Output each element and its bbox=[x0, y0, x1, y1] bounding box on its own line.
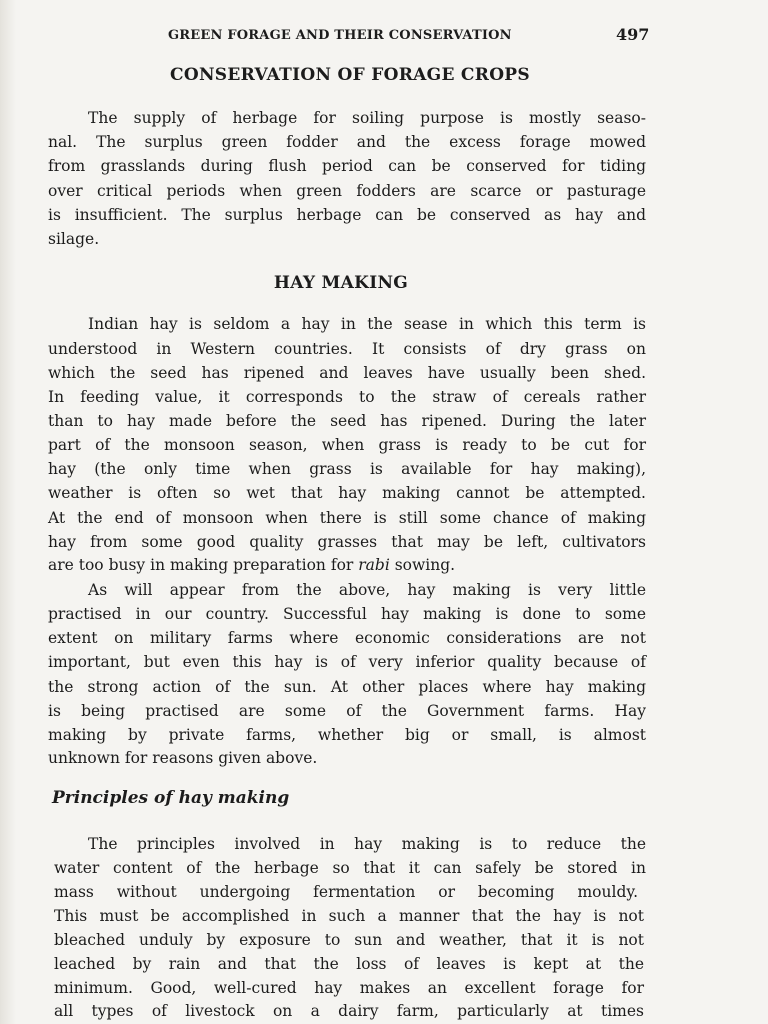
body-line: water content of the herbage so that it can safely be stored in bbox=[54, 859, 646, 877]
body-line: Indian hay is seldom a hay in the sease in which this term is bbox=[88, 315, 646, 333]
body-line: hay from some good quality grasses that may be left, cultivators bbox=[48, 533, 646, 551]
body-line: mass without undergoing fermentation or becoming mouldy. bbox=[54, 883, 638, 901]
body-line: hay (the only time when grass is available for hay making), bbox=[48, 460, 646, 478]
body-text: are too busy in making preparation for bbox=[48, 556, 359, 574]
body-line: This must be accomplished in such a manner that the hay is not bbox=[54, 907, 644, 925]
running-head: GREEN FORAGE AND THEIR CONSERVATION bbox=[168, 28, 512, 43]
body-line: practised in our country. Successful hay making is done to some bbox=[48, 605, 646, 623]
body-line: which the seed has ripened and leaves have usually been shed. bbox=[48, 364, 646, 382]
body-line: is insufficient. The surplus herbage can be conserved as hay and bbox=[48, 206, 646, 224]
body-line: understood in Western countries. It consists of dry grass on bbox=[48, 340, 646, 358]
section-heading-conservation: CONSERVATION OF FORAGE CROPS bbox=[170, 65, 530, 85]
body-line: bleached unduly by exposure to sun and weather, that it is not bbox=[54, 931, 644, 949]
body-line: all types of livestock on a dairy farm, particularly at times bbox=[54, 1002, 644, 1020]
body-line: In feeding value, it corresponds to the straw of cereals rather bbox=[48, 388, 646, 406]
body-line: The principles involved in hay making is to reduce the bbox=[88, 835, 646, 853]
body-text: sowing. bbox=[389, 556, 456, 574]
subsection-heading-principles: Principles of hay making bbox=[52, 788, 290, 808]
body-line: At the end of monsoon when there is still some chance of making bbox=[48, 509, 646, 527]
body-line: the strong action of the sun. At other places where hay making bbox=[48, 678, 646, 696]
body-line: making by private farms, whether big or small, is almost bbox=[48, 726, 646, 744]
body-line: part of the monsoon season, when grass is ready to be cut for bbox=[48, 436, 646, 454]
section-heading-hay-making: HAY MAKING bbox=[273, 273, 409, 293]
body-line: important, but even this hay is of very inferior quality because of bbox=[48, 653, 646, 671]
page-number: 497 bbox=[616, 25, 650, 44]
body-line: is being practised are some of the Government farms. Hay bbox=[48, 702, 646, 720]
body-line: over critical periods when green fodders are scarce or pasturage bbox=[48, 182, 646, 200]
body-line: weather is often so wet that hay making cannot be attempted. bbox=[48, 484, 646, 502]
binding-edge bbox=[0, 0, 16, 1024]
body-line: minimum. Good, well-cured hay makes an excellent forage for bbox=[54, 979, 644, 997]
body-line: leached by rain and that the loss of leaves is kept at the bbox=[54, 955, 644, 973]
body-line: extent on military farms where economic considerations are not bbox=[48, 629, 646, 647]
body-line bbox=[48, 555, 646, 575]
body-line: from grasslands during flush period can be conserved for tiding bbox=[48, 157, 646, 175]
body-line: The supply of herbage for soiling purpose is mostly seaso- bbox=[88, 109, 646, 127]
body-line: than to hay made before the seed has ripened. During the later bbox=[48, 412, 646, 430]
body-line: As will appear from the above, hay making is very little bbox=[88, 581, 646, 599]
body-line: silage. bbox=[48, 230, 100, 248]
italic-term: rabi bbox=[358, 556, 390, 574]
body-line: nal. The surplus green fodder and the excess forage mowed bbox=[48, 133, 646, 151]
body-line: unknown for reasons given above. bbox=[48, 749, 318, 767]
